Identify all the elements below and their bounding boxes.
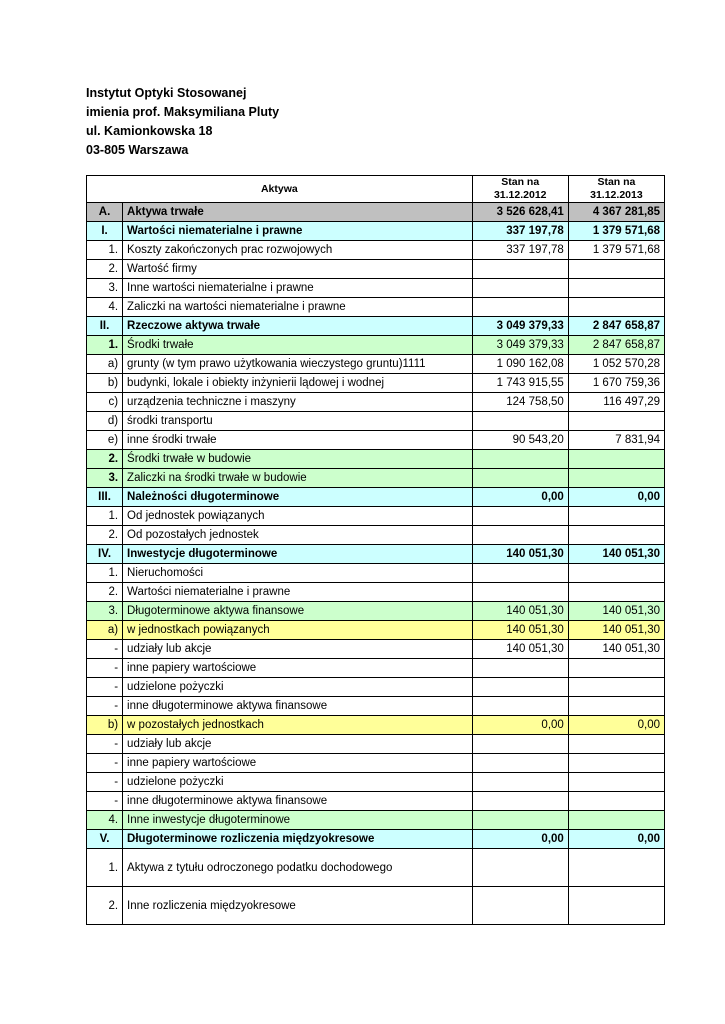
- row-label: w pozostałych jednostkach: [123, 716, 473, 735]
- row-label: Inne inwestycje długoterminowe: [123, 811, 473, 830]
- row-number: A.: [87, 203, 123, 222]
- value-2013: 1 670 759,36: [568, 374, 664, 393]
- table-row: [87, 735, 665, 754]
- value-2013: [568, 773, 664, 792]
- value-2013: 7 831,94: [568, 431, 664, 450]
- value-2012: 140 051,30: [472, 621, 568, 640]
- value-2013: 140 051,30: [568, 545, 664, 564]
- table-row: [87, 393, 665, 412]
- row-label: Aktywa trwałe: [123, 203, 473, 222]
- value-2012: 337 197,78: [472, 241, 568, 260]
- value-2012: [472, 298, 568, 317]
- value-2012: 3 049 379,33: [472, 317, 568, 336]
- table-row: [87, 298, 665, 317]
- value-2012: 337 197,78: [472, 222, 568, 241]
- value-2013: 2 847 658,87: [568, 317, 664, 336]
- value-2012: 90 543,20: [472, 431, 568, 450]
- value-2012: [472, 469, 568, 488]
- balance-sheet-table: [86, 175, 665, 925]
- row-label: Od jednostek powiązanych: [123, 507, 473, 526]
- value-2013: 0,00: [568, 488, 664, 507]
- column-header-2012-label: Stan na: [501, 176, 540, 188]
- table-row: [87, 640, 665, 659]
- value-2013: 0,00: [568, 716, 664, 735]
- value-2012: [472, 659, 568, 678]
- row-number: V.: [87, 830, 123, 849]
- value-2013: [568, 678, 664, 697]
- value-2012: 140 051,30: [472, 545, 568, 564]
- row-number: -: [87, 640, 123, 659]
- row-label: Środki trwałe w budowie: [123, 450, 473, 469]
- row-number: -: [87, 754, 123, 773]
- row-label: inne długoterminowe aktywa finansowe: [123, 792, 473, 811]
- table-row: [87, 203, 665, 222]
- value-2012: 1 090 162,08: [472, 355, 568, 374]
- value-2012: [472, 849, 568, 887]
- table-row: [87, 792, 665, 811]
- value-2012: [472, 754, 568, 773]
- table-row: [87, 678, 665, 697]
- row-number: -: [87, 773, 123, 792]
- row-number: 1.: [87, 241, 123, 260]
- table-row: [87, 754, 665, 773]
- value-2012: 3 049 379,33: [472, 336, 568, 355]
- value-2012: [472, 279, 568, 298]
- value-2012: [472, 697, 568, 716]
- row-label: Wartości niematerialne i prawne: [123, 222, 473, 241]
- table-row: [87, 279, 665, 298]
- table-row: [87, 602, 665, 621]
- value-2012: 140 051,30: [472, 602, 568, 621]
- column-header-2012-date: 31.12.2012: [493, 189, 547, 201]
- table-row: [87, 716, 665, 735]
- row-label: Rzeczowe aktywa trwałe: [123, 317, 473, 336]
- row-number: 1.: [87, 849, 123, 887]
- row-number: d): [87, 412, 123, 431]
- row-label: udziały lub akcje: [123, 640, 473, 659]
- value-2012: [472, 792, 568, 811]
- value-2012: [472, 412, 568, 431]
- value-2013: [568, 279, 664, 298]
- row-label: Od pozostałych jednostek: [123, 526, 473, 545]
- row-label: Aktywa z tytułu odroczonego podatku dochodowego: [123, 849, 473, 887]
- value-2012: [472, 583, 568, 602]
- row-number: -: [87, 735, 123, 754]
- value-2013: 4 367 281,85: [568, 203, 664, 222]
- row-number: 2.: [87, 526, 123, 545]
- row-number: e): [87, 431, 123, 450]
- row-label: urządzenia techniczne i maszyny: [123, 393, 473, 412]
- row-number: b): [87, 374, 123, 393]
- table-row: [87, 469, 665, 488]
- value-2013: [568, 735, 664, 754]
- value-2012: [472, 260, 568, 279]
- value-2012: 3 526 628,41: [472, 203, 568, 222]
- table-row: [87, 336, 665, 355]
- row-label: środki transportu: [123, 412, 473, 431]
- value-2013: 1 052 570,28: [568, 355, 664, 374]
- table-row: [87, 830, 665, 849]
- value-2013: [568, 887, 664, 925]
- value-2012: [472, 526, 568, 545]
- value-2013: [568, 469, 664, 488]
- table-row: [87, 697, 665, 716]
- value-2013: [568, 583, 664, 602]
- row-label: budynki, lokale i obiekty inżynierii lądowej i wodnej: [123, 374, 473, 393]
- table-row: [87, 374, 665, 393]
- value-2012: 124 758,50: [472, 393, 568, 412]
- institution-city: 03-805 Warszawa: [86, 143, 189, 157]
- row-number: 3.: [87, 602, 123, 621]
- table-row: [87, 773, 665, 792]
- row-number: 2.: [87, 583, 123, 602]
- row-label: inne papiery wartościowe: [123, 659, 473, 678]
- value-2013: [568, 412, 664, 431]
- value-2012: [472, 678, 568, 697]
- row-number: 2.: [87, 260, 123, 279]
- row-number: III.: [87, 488, 123, 507]
- table-row: [87, 355, 665, 374]
- institution-patron: imienia prof. Maksymiliana Pluty: [86, 105, 280, 119]
- value-2012: [472, 811, 568, 830]
- table-row: [87, 564, 665, 583]
- institution-name: Instytut Optyki Stosowanej: [86, 86, 247, 100]
- row-label: udziały lub akcje: [123, 735, 473, 754]
- row-label: inne środki trwałe: [123, 431, 473, 450]
- value-2013: [568, 526, 664, 545]
- row-number: -: [87, 697, 123, 716]
- row-number: b): [87, 716, 123, 735]
- table-row: [87, 260, 665, 279]
- institution-header: [86, 84, 279, 160]
- value-2013: 116 497,29: [568, 393, 664, 412]
- row-label: Inne rozliczenia międzyokresowe: [123, 887, 473, 925]
- column-header-assets: Aktywa: [87, 176, 473, 203]
- column-header-2013-label: Stan na: [597, 176, 636, 188]
- row-label: Należności długoterminowe: [123, 488, 473, 507]
- row-number: -: [87, 678, 123, 697]
- value-2013: [568, 564, 664, 583]
- row-number: 1.: [87, 336, 123, 355]
- row-number: IV.: [87, 545, 123, 564]
- table-header-row: [87, 176, 665, 203]
- row-label: udzielone pożyczki: [123, 678, 473, 697]
- row-label: udzielone pożyczki: [123, 773, 473, 792]
- row-label: Wartość firmy: [123, 260, 473, 279]
- value-2012: 0,00: [472, 830, 568, 849]
- row-number: 4.: [87, 298, 123, 317]
- row-label: Długoterminowe rozliczenia międzyokresowe: [123, 830, 473, 849]
- row-label: grunty (w tym prawo użytkowania wieczystego gruntu)1111: [123, 355, 473, 374]
- row-number: 3.: [87, 279, 123, 298]
- row-label: Środki trwałe: [123, 336, 473, 355]
- table-row: [87, 431, 665, 450]
- table-row: [87, 317, 665, 336]
- value-2013: 1 379 571,68: [568, 241, 664, 260]
- table-row: [87, 849, 665, 887]
- table-row: [87, 507, 665, 526]
- row-number: -: [87, 659, 123, 678]
- row-number: a): [87, 355, 123, 374]
- table-row: [87, 545, 665, 564]
- value-2013: 2 847 658,87: [568, 336, 664, 355]
- value-2012: [472, 735, 568, 754]
- value-2013: 0,00: [568, 830, 664, 849]
- value-2013: 140 051,30: [568, 602, 664, 621]
- table-row: [87, 621, 665, 640]
- row-number: 2.: [87, 887, 123, 925]
- value-2012: 1 743 915,55: [472, 374, 568, 393]
- row-number: 3.: [87, 469, 123, 488]
- row-number: II.: [87, 317, 123, 336]
- value-2013: [568, 697, 664, 716]
- row-label: Inne wartości niematerialne i prawne: [123, 279, 473, 298]
- row-label: Nieruchomości: [123, 564, 473, 583]
- table-row: [87, 488, 665, 507]
- row-label: Zaliczki na wartości niematerialne i prawne: [123, 298, 473, 317]
- institution-street: ul. Kamionkowska 18: [86, 124, 213, 138]
- row-label: inne długoterminowe aktywa finansowe: [123, 697, 473, 716]
- table-row: [87, 412, 665, 431]
- table-row: [87, 811, 665, 830]
- value-2013: [568, 849, 664, 887]
- row-number: 1.: [87, 507, 123, 526]
- value-2013: [568, 659, 664, 678]
- value-2012: [472, 773, 568, 792]
- table-row: [87, 526, 665, 545]
- table-row: [87, 659, 665, 678]
- row-label: Inwestycje długoterminowe: [123, 545, 473, 564]
- row-label: w jednostkach powiązanych: [123, 621, 473, 640]
- table-row: [87, 222, 665, 241]
- value-2012: 0,00: [472, 488, 568, 507]
- value-2012: [472, 450, 568, 469]
- row-label: inne papiery wartościowe: [123, 754, 473, 773]
- value-2012: [472, 507, 568, 526]
- row-number: 1.: [87, 564, 123, 583]
- row-label: Wartości niematerialne i prawne: [123, 583, 473, 602]
- row-number: c): [87, 393, 123, 412]
- column-header-2013-date: 31.12.2013: [590, 189, 643, 201]
- row-number: I.: [87, 222, 123, 241]
- table-row: [87, 241, 665, 260]
- value-2012: [472, 887, 568, 925]
- row-number: a): [87, 621, 123, 640]
- value-2013: [568, 450, 664, 469]
- column-header-2012: [472, 176, 568, 203]
- value-2012: [472, 564, 568, 583]
- value-2013: 140 051,30: [568, 621, 664, 640]
- value-2013: [568, 507, 664, 526]
- table-row: [87, 450, 665, 469]
- value-2013: [568, 754, 664, 773]
- row-number: 4.: [87, 811, 123, 830]
- table-row: [87, 583, 665, 602]
- value-2013: [568, 298, 664, 317]
- value-2013: 1 379 571,68: [568, 222, 664, 241]
- value-2012: 140 051,30: [472, 640, 568, 659]
- value-2013: 140 051,30: [568, 640, 664, 659]
- value-2013: [568, 811, 664, 830]
- row-label: Zaliczki na środki trwałe w budowie: [123, 469, 473, 488]
- value-2012: 0,00: [472, 716, 568, 735]
- value-2013: [568, 260, 664, 279]
- value-2013: [568, 792, 664, 811]
- row-number: -: [87, 792, 123, 811]
- table-row: [87, 887, 665, 925]
- column-header-2013: [568, 176, 664, 203]
- row-label: Długoterminowe aktywa finansowe: [123, 602, 473, 621]
- row-number: 2.: [87, 450, 123, 469]
- row-label: Koszty zakończonych prac rozwojowych: [123, 241, 473, 260]
